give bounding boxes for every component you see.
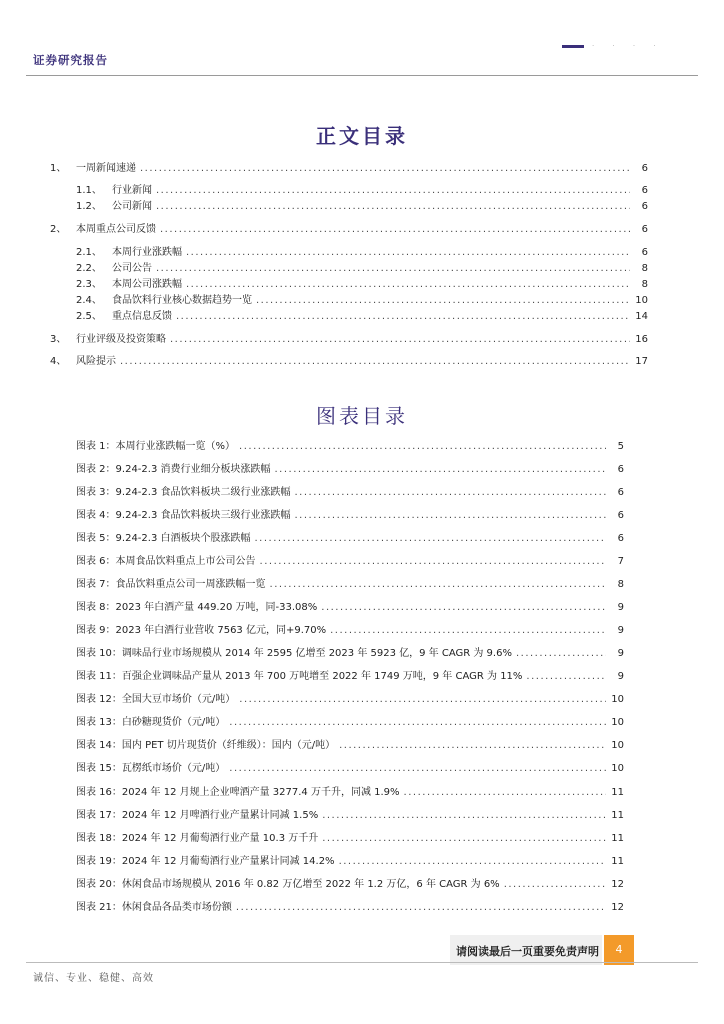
toc-entry-number: 2.1、 [76,247,102,258]
figure-entry-page: 6 [617,510,624,521]
figure-entry-text: 图表 1：本周行业涨跌幅一览（%） [76,441,236,452]
figure-dot-leader [270,578,606,592]
toc-title: 正文目录 [316,124,408,148]
figure-dot-leader [275,463,607,477]
toc-dot-leader [186,278,630,292]
disclaimer-text: 请阅读最后一页重要免责声明 [456,945,599,958]
toc-entry[interactable] [76,200,648,214]
figure-entry-text: 图表 5：9.24-2.3 白酒板块个股涨跌幅 [76,533,251,544]
figure-entry[interactable] [76,693,624,707]
figure-dot-leader [239,693,606,707]
figure-entry-text: 图表 8：2023 年白酒产量 449.20 万吨，同-33.08% [76,602,318,613]
toc-entry-number: 2.3、 [76,279,102,290]
toc-entry-page: 17 [635,356,648,367]
header-accent-bar [562,45,584,48]
figure-entry-page: 9 [617,648,624,659]
figure-dot-leader [295,486,607,500]
toc-entry-page: 6 [641,224,648,235]
figure-entry-text: 图表 12：全国大豆市场价（元/吨） [76,694,236,705]
toc-dot-leader [120,355,630,369]
figure-entry-page: 11 [611,810,624,821]
figure-entry[interactable] [76,809,624,823]
figure-dot-leader [260,555,606,569]
page-number: 4 [604,935,634,965]
figure-entry[interactable] [76,578,624,592]
figure-dot-leader [322,832,606,846]
figure-dot-leader [526,670,606,684]
figure-dot-leader [404,786,606,800]
figure-entry-page: 10 [611,740,624,751]
figure-entry[interactable] [76,463,624,477]
toc-entry[interactable] [76,246,648,260]
header-dots: · · · · [592,42,664,50]
figure-dot-leader [516,647,606,661]
figure-entry[interactable] [76,855,624,869]
figure-dot-leader [330,624,606,638]
footer-divider [26,962,698,963]
figure-dot-leader [236,901,606,915]
toc-entry-text: 本周行业涨跌幅 [112,247,182,258]
toc-entry-text: 风险提示 [76,356,116,367]
toc-entry-text: 本周公司涨跌幅 [112,279,182,290]
toc-dot-leader [156,200,630,214]
figure-entry[interactable] [76,786,624,800]
toc-entry-text: 行业新闻 [112,185,152,196]
toc-entry-number: 1.1、 [76,185,102,196]
toc-entry-text: 重点信息反馈 [112,311,172,322]
figure-entry-page: 12 [611,902,624,913]
figure-entry[interactable] [76,878,624,892]
toc-entry[interactable] [50,223,648,237]
figure-entry-text: 图表 20：休闲食品市场规模从 2016 年 0.82 万亿增至 2022 年 1.2 万亿，6 年 CAGR 为 6% [76,879,500,890]
figure-entry[interactable] [76,716,624,730]
toc-entry[interactable] [76,310,648,324]
toc-entry-text: 行业评级及投资策略 [76,334,166,345]
toc-dot-leader [170,333,630,347]
toc-entry-text: 公司新闻 [112,201,152,212]
toc-entry-page: 6 [641,185,648,196]
figure-entry-page: 11 [611,833,624,844]
figure-entry-page: 5 [617,441,624,452]
figure-entry[interactable] [76,901,624,915]
figure-entry-page: 9 [617,602,624,613]
toc-entry-page: 6 [641,247,648,258]
figure-entry[interactable] [76,486,624,500]
toc-entry-number: 2.2、 [76,263,102,274]
figures-title: 图表目录 [316,404,408,428]
figure-dot-leader [504,878,606,892]
figure-entry-text: 图表 19：2024 年 12 月葡萄酒行业产量累计同减 14.2% [76,856,335,867]
figure-entry[interactable] [76,647,624,661]
toc-entry[interactable] [76,262,648,276]
figure-entry-page: 6 [617,533,624,544]
figure-entry[interactable] [76,670,624,684]
toc-entry-number: 1、 [50,163,67,174]
toc-entry[interactable] [50,333,648,347]
toc-entry[interactable] [76,278,648,292]
toc-entry-text: 公司公告 [112,263,152,274]
toc-entry[interactable] [50,355,648,369]
figure-entry-text: 图表 21：休闲食品各品类市场份额 [76,902,232,913]
figure-entry[interactable] [76,532,624,546]
figure-dot-leader [295,509,607,523]
toc-entry-number: 1.2、 [76,201,102,212]
toc-entry-number: 2、 [50,224,67,235]
header-divider [26,75,698,76]
figure-entry[interactable] [76,440,624,454]
figure-entry[interactable] [76,509,624,523]
toc-dot-leader [140,162,630,176]
figure-entry-text: 图表 2：9.24-2.3 消费行业细分板块涨跌幅 [76,464,271,475]
toc-entry-number: 2.5、 [76,311,102,322]
toc-entry-page: 8 [641,263,648,274]
toc-entry-page: 16 [635,334,648,345]
toc-entry-page: 6 [641,163,648,174]
figure-entry[interactable] [76,832,624,846]
figure-entry-text: 图表 15：瓦楞纸市场价（元/吨） [76,763,226,774]
figure-entry-page: 7 [617,556,624,567]
figure-entry-text: 图表 14：国内 PET 切片现货价（纤维级）：国内（元/吨） [76,740,336,751]
figure-entry-text: 图表 10：调味品行业市场规模从 2014 年 2595 亿增至 2023 年 5923 亿，9 年 CAGR 为 9.6% [76,648,512,659]
figure-entry-text: 图表 4：9.24-2.3 食品饮料板块三级行业涨跌幅 [76,510,291,521]
figure-entry[interactable] [76,739,624,753]
figure-entry-page: 10 [611,717,624,728]
figure-entry-text: 图表 3：9.24-2.3 食品饮料板块二级行业涨跌幅 [76,487,291,498]
toc-entry-page: 14 [635,311,648,322]
toc-entry[interactable] [76,184,648,198]
toc-dot-leader [176,310,630,324]
figure-entry-text: 图表 13：白砂糖现货价（元/吨） [76,717,226,728]
figure-entry-page: 6 [617,487,624,498]
figure-entry-page: 6 [617,464,624,475]
toc-dot-leader [156,262,630,276]
figure-dot-leader [321,601,606,615]
toc-entry-page: 8 [641,279,648,290]
figure-entry-page: 10 [611,694,624,705]
figure-entry-page: 11 [611,856,624,867]
figure-dot-leader [255,532,607,546]
figure-entry-page: 10 [611,763,624,774]
figure-entry[interactable] [76,601,624,615]
toc-entry-number: 3、 [50,334,67,345]
toc-entry-page: 6 [641,201,648,212]
toc-entry-text: 本周重点公司反馈 [76,224,156,235]
figure-entry-text: 图表 11：百强企业调味品产量从 2013 年 700 万吨增至 2022 年 1749 万吨，9 年 CAGR 为 11% [76,671,523,682]
figure-entry-text: 图表 6：本周食品饮料重点上市公司公告 [76,556,256,567]
figure-dot-leader [339,739,606,753]
figure-dot-leader [229,716,606,730]
toc-dot-leader [160,223,630,237]
figure-entry-text: 图表 16：2024 年 12 月规上企业啤酒产量 3277.4 万千升，同减 1.9% [76,787,400,798]
figure-entry-page: 11 [611,787,624,798]
figure-entry[interactable] [76,555,624,569]
figure-entry-page: 12 [611,879,624,890]
figure-dot-leader [322,809,606,823]
figure-dot-leader [339,855,606,869]
figure-dot-leader [229,762,606,776]
toc-entry[interactable] [76,294,648,308]
figure-entry-page: 8 [617,579,624,590]
toc-dot-leader [156,184,630,198]
footer-motto: 诚信、专业、稳健、高效 [33,973,154,984]
figure-entry-text: 图表 7：食品饮料重点公司一周涨跌幅一览 [76,579,266,590]
toc-entry-page: 10 [635,295,648,306]
figure-entry-text: 图表 17：2024 年 12 月啤酒行业产量累计同减 1.5% [76,810,319,821]
toc-dot-leader [256,294,630,308]
toc-entry-number: 2.4、 [76,295,102,306]
figure-dot-leader [239,440,606,454]
figure-entry-page: 9 [617,625,624,636]
toc-dot-leader [186,246,630,260]
toc-entry-number: 4、 [50,356,67,367]
toc-entry-text: 一周新闻速递 [76,163,136,174]
figure-entry-text: 图表 9：2023 年白酒行业营收 7563 亿元，同+9.70% [76,625,327,636]
toc-entry-text: 食品饮料行业核心数据趋势一览 [112,295,252,306]
figure-entry[interactable] [76,624,624,638]
figure-entry-text: 图表 18：2024 年 12 月葡萄酒行业产量 10.3 万千升 [76,833,319,844]
figure-entry[interactable] [76,762,624,776]
figure-entry-page: 9 [617,671,624,682]
report-header-label: 证券研究报告 [33,53,108,67]
toc-entry[interactable] [50,162,648,176]
